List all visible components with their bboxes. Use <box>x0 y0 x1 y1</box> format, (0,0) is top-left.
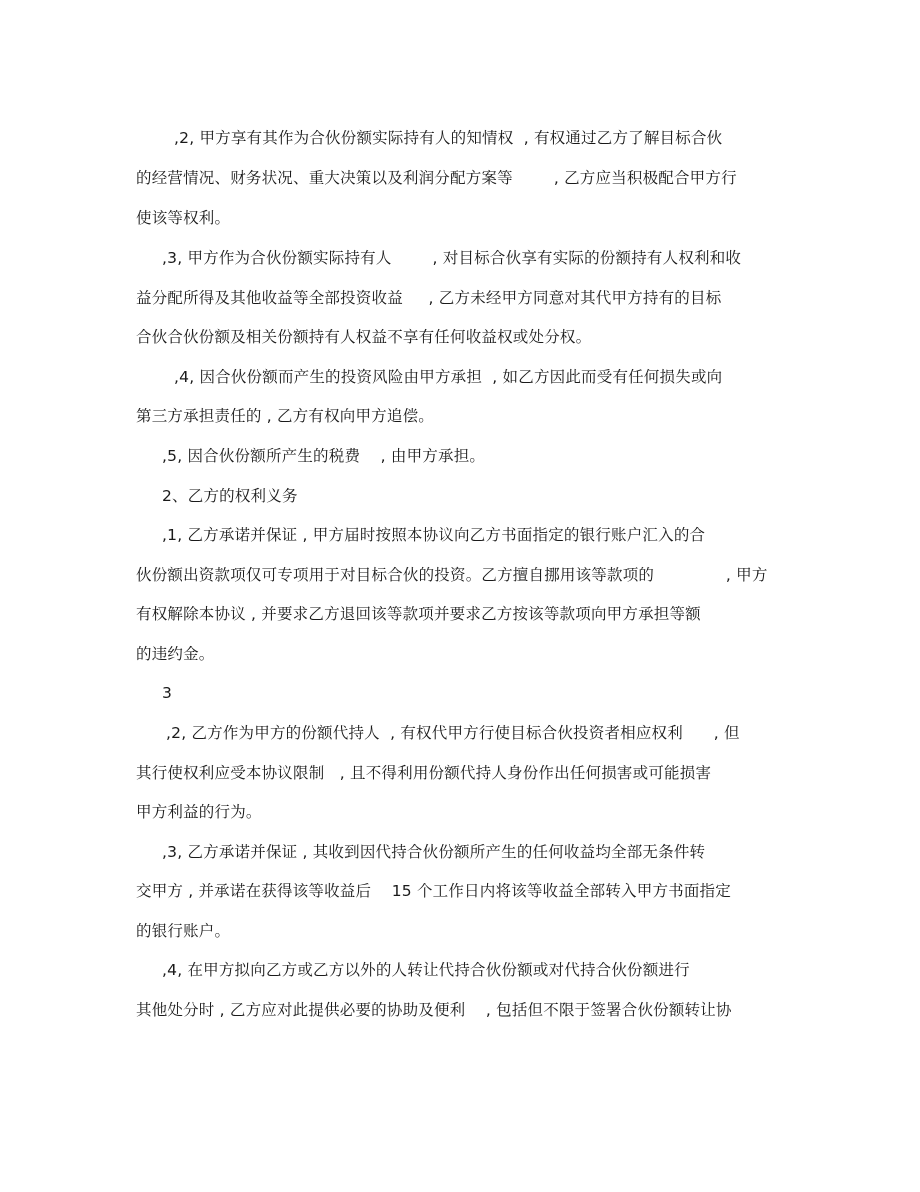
paragraph-line: 使该等权利。 <box>136 209 231 227</box>
paragraph-line: 伙份额出资款项仅可专项用于对目标合伙的投资。乙方擅自挪用该等款项的 , 甲方 <box>136 566 768 584</box>
paragraph-line: ,3, 乙方承诺并保证 , 其收到因代持合伙份额所产生的任何收益均全部无条件转 <box>162 843 706 861</box>
section-heading: 2、乙方的权利义务 <box>162 487 298 505</box>
paragraph-line: 的经营情况、财务状况、重大决策以及利润分配方案等 , 乙方应当积极配合甲方行 <box>136 169 737 187</box>
paragraph-line: 有权解除本协议 , 并要求乙方退回该等款项并要求乙方按该等款项向甲方承担等额 <box>136 605 701 623</box>
paragraph-line: ,2, 乙方作为甲方的份额代持人 , 有权代甲方行使目标合伙投资者相应权利 , 但 <box>166 724 740 742</box>
paragraph-line: 益分配所得及其他收益等全部投资收益 , 乙方未经甲方同意对其代甲方持有的目标 <box>136 289 722 307</box>
paragraph-line: 甲方利益的行为。 <box>136 803 262 821</box>
paragraph-line: ,4, 在甲方拟向乙方或乙方以外的人转让代持合伙份额或对代持合伙份额进行 <box>162 961 690 979</box>
paragraph-line: 交甲方 , 并承诺在获得该等收益后 15 个工作日内将该等收益全部转入甲方书面指定 <box>136 882 731 900</box>
paragraph-line: 第三方承担责任的 , 乙方有权向甲方追偿。 <box>136 407 434 425</box>
paragraph-line: ,4, 因合伙份额而产生的投资风险由甲方承担 , 如乙方因此而受有任何损失或向 <box>174 368 723 386</box>
paragraph-line: 的违约金。 <box>136 645 215 663</box>
paragraph-line: ,1, 乙方承诺并保证 , 甲方届时按照本协议向乙方书面指定的银行账户汇入的合 <box>162 526 706 544</box>
page-number: 3 <box>162 684 173 702</box>
paragraph-line: ,2, 甲方享有其作为合伙份额实际持有人的知情权 , 有权通过乙方了解目标合伙 <box>174 129 723 147</box>
paragraph-line: 合伙合伙份额及相关份额持有人权益不享有任何收益权或处分权。 <box>136 328 592 346</box>
paragraph-line: ,5, 因合伙份额所产生的税费 , 由甲方承担。 <box>162 447 486 465</box>
paragraph-line: 的银行账户。 <box>136 922 231 940</box>
paragraph-line: 其行使权利应受本协议限制 , 且不得利用份额代持人身份作出任何损害或可能损害 <box>136 764 712 782</box>
paragraph-line: 其他处分时 , 乙方应对此提供必要的协助及便利 , 包括但不限于签署合伙份额转让协 <box>136 1001 732 1019</box>
paragraph-line: ,3, 甲方作为合伙份额实际持有人 , 对目标合伙享有实际的份额持有人权利和收 <box>162 249 742 267</box>
